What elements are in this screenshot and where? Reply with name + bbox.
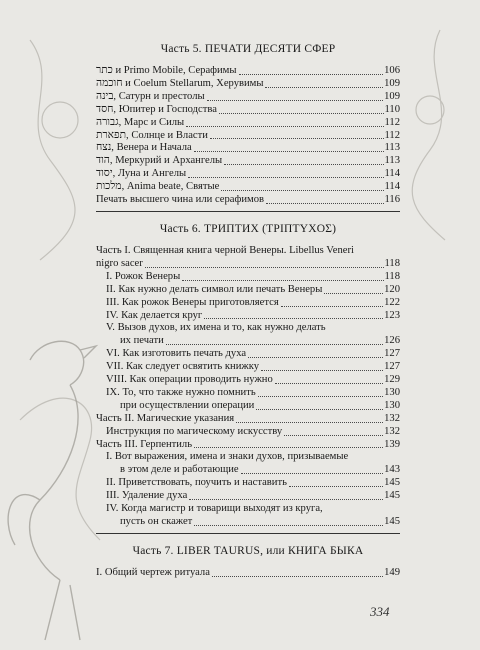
toc-entry-title: II. Приветствовать, поучить и наставить (106, 477, 287, 489)
section-divider (96, 533, 400, 534)
toc-entry-title: III. Как рожок Венеры приготовляется (106, 296, 279, 308)
toc-entry (96, 387, 400, 400)
toc-entry-title: их печати (120, 335, 164, 347)
dot-leader (284, 435, 383, 436)
toc-entry-page: 143 (384, 464, 400, 476)
dot-leader (194, 151, 384, 152)
toc-entry-page: 113 (384, 155, 400, 167)
dot-leader (221, 190, 383, 191)
toc-entry-page: 112 (384, 116, 400, 128)
toc-entry-title: Часть III. Герпентиль (96, 438, 193, 450)
toc-entry-page: 112 (384, 129, 400, 141)
dot-leader (210, 138, 384, 139)
toc-entry (96, 142, 400, 155)
dot-leader (166, 344, 383, 345)
toc-entry-page: 118 (384, 257, 400, 269)
toc-entry-page: 116 (384, 194, 400, 206)
toc-entry (96, 516, 400, 529)
toc-entry-page: 118 (384, 270, 400, 282)
toc-entry-page: 145 (384, 516, 400, 527)
section-7-title: Часть 7. LIBER TAURUS, или КНИГА БЫКА (132, 544, 364, 557)
toc-entry-title: I. Рожок Венеры (106, 270, 181, 282)
toc-entry-title: בינה, Сатурн и престолы (96, 90, 205, 102)
toc-entry-title: Часть I. Священная книга черной Венеры. Libellus Veneri (96, 244, 354, 256)
toc-entry-title: גבורה, Марс и Силы (96, 116, 185, 128)
page-number: 334 (370, 604, 390, 619)
toc-entry-page: 145 (384, 477, 400, 489)
toc-entry (96, 78, 400, 91)
toc-entry-page: 114 (384, 168, 400, 180)
toc-entry-title: I. Вот выражения, имена и знаки духов, призываемые (106, 451, 349, 463)
dot-leader (194, 525, 383, 526)
toc-entry (96, 271, 400, 284)
toc-entry-title: nigro sacer (96, 257, 143, 269)
toc-entry-page: 127 (384, 361, 400, 373)
toc-entry-title: IV. Как делается круг (106, 309, 203, 321)
toc-entry (96, 181, 400, 194)
toc-entry-page: 114 (384, 181, 400, 193)
toc-entry (96, 258, 400, 271)
toc-entry-title: V. Вызов духов, их имена и то, как нужно делать (106, 322, 326, 334)
toc-entry (96, 426, 400, 439)
toc-entry (96, 245, 400, 258)
toc-entry-title: IX. То, что также нужно помнить (106, 386, 256, 398)
toc-entry (96, 451, 400, 464)
dot-leader (145, 267, 384, 268)
toc-entry (96, 65, 400, 78)
toc-entry (96, 361, 400, 374)
dot-leader (258, 396, 383, 397)
toc-entry-page: 127 (384, 348, 400, 360)
toc-entry (96, 168, 400, 181)
dot-leader (248, 357, 383, 358)
section-6-title: Часть 6. ТРИПТИХ (ΤΡΙΠΤΥΧΟΣ) (159, 222, 337, 235)
toc-entry-title: תפארת, Солнце и Власти (96, 129, 208, 141)
toc-entry-title: IV. Когда магистр и товарищи выходят из круга, (106, 503, 323, 515)
toc-entry-title: חוכמה и Coelum Stellarum, Херувимы (96, 77, 264, 89)
toc-entry (96, 194, 400, 207)
toc-entry-title: Печать высшего чина или серафимов (96, 194, 265, 206)
toc-entry-title: III. Удаление духа (106, 490, 188, 502)
toc-entry (96, 503, 400, 516)
toc-entry (96, 284, 400, 297)
toc-entry (96, 297, 400, 310)
dot-leader (194, 447, 383, 448)
toc-entry (96, 335, 400, 348)
dot-leader (261, 370, 383, 371)
toc-entry-page: 132 (384, 425, 400, 437)
toc-entry-page: 109 (384, 90, 400, 102)
toc-entry-title: חסד, Юпитер и Господства (96, 103, 217, 115)
toc-entry (96, 117, 400, 130)
toc-entry-page: 106 (384, 65, 400, 76)
toc-entry-page: 110 (384, 103, 400, 115)
dot-leader (189, 499, 383, 500)
toc-entry-page: 139 (384, 438, 400, 450)
dot-leader (219, 113, 384, 114)
section-divider (96, 211, 400, 212)
toc-entry (96, 413, 400, 426)
toc-entry-page: 129 (384, 374, 400, 386)
dot-leader (188, 177, 383, 178)
toc-entry-title: пусть он скажет (120, 516, 193, 527)
toc-entry-title: I. Общий чертеж ритуала (96, 566, 210, 578)
section-7-list (96, 567, 400, 580)
toc-entry (96, 490, 400, 503)
toc-entry-page: 132 (384, 412, 400, 424)
toc-entry-title: II. Как нужно делать символ или печать Венеры (106, 283, 323, 295)
toc-entry-page: 109 (384, 77, 400, 89)
dot-leader (224, 164, 383, 165)
toc-entry (96, 322, 400, 335)
toc-entry-title: VII. Как следует освятить книжку (106, 361, 260, 373)
toc-entry-title: Инструкция по магическому искусству (106, 425, 283, 437)
dot-leader (204, 318, 383, 319)
dot-leader (182, 280, 383, 281)
toc-entry-page: 123 (384, 309, 400, 321)
toc-entry (96, 374, 400, 387)
dot-leader (281, 306, 383, 307)
toc-entry-title: VIII. Как операции проводить нужно (106, 374, 273, 386)
toc-entry-page: 149 (384, 566, 400, 578)
toc-entry-page: 113 (384, 142, 400, 154)
toc-entry-title: נצח, Венера и Начала (96, 142, 192, 154)
toc-entry-title: מלכות, Anima beate, Святые (96, 181, 220, 193)
dot-leader (275, 383, 383, 384)
toc-entry-page: 145 (384, 490, 400, 502)
dot-leader (207, 100, 383, 101)
toc-entry-title: הוד, Меркурий и Архангелы (96, 155, 223, 167)
toc-entry (96, 439, 400, 452)
dot-leader (212, 576, 383, 577)
toc-entry (96, 310, 400, 323)
toc-entry-page: 130 (384, 399, 400, 411)
section-5-title: Часть 5. ПЕЧАТИ ДЕСЯТИ СФЕР (160, 43, 336, 55)
toc-entry-page: 122 (384, 296, 400, 308)
toc-entry-title: כתר и Primo Mobile, Серафимы (96, 65, 237, 76)
toc-entry (96, 104, 400, 117)
toc-entry (96, 400, 400, 413)
toc-entry-title: в этом деле и работающие (120, 464, 239, 476)
toc-entry-title: при осуществлении операции (120, 399, 255, 411)
dot-leader (289, 486, 383, 487)
toc-entry (96, 477, 400, 490)
section-5-list (96, 65, 400, 207)
toc-entry (96, 91, 400, 104)
toc-entry (96, 567, 400, 580)
toc-entry-title: Часть II. Магические указания (96, 412, 235, 424)
dot-leader (266, 203, 383, 204)
dot-leader (186, 126, 383, 127)
dot-leader (239, 74, 384, 75)
toc-entry-page: 126 (384, 335, 400, 347)
dot-leader (256, 409, 383, 410)
toc-entry-title: יסוד, Луна и Ангелы (96, 168, 187, 180)
dot-leader (241, 473, 383, 474)
dot-leader (236, 422, 383, 423)
toc-entry-page: 120 (384, 283, 400, 295)
section-6-list (96, 245, 400, 529)
dot-leader (324, 293, 383, 294)
toc-entry-page: 130 (384, 386, 400, 398)
table-of-contents (96, 42, 400, 580)
dot-leader (265, 87, 383, 88)
toc-entry (96, 130, 400, 143)
toc-entry (96, 464, 400, 477)
toc-entry (96, 155, 400, 168)
toc-entry-title: VI. Как изготовить печать духа (106, 348, 247, 360)
toc-entry (96, 348, 400, 361)
